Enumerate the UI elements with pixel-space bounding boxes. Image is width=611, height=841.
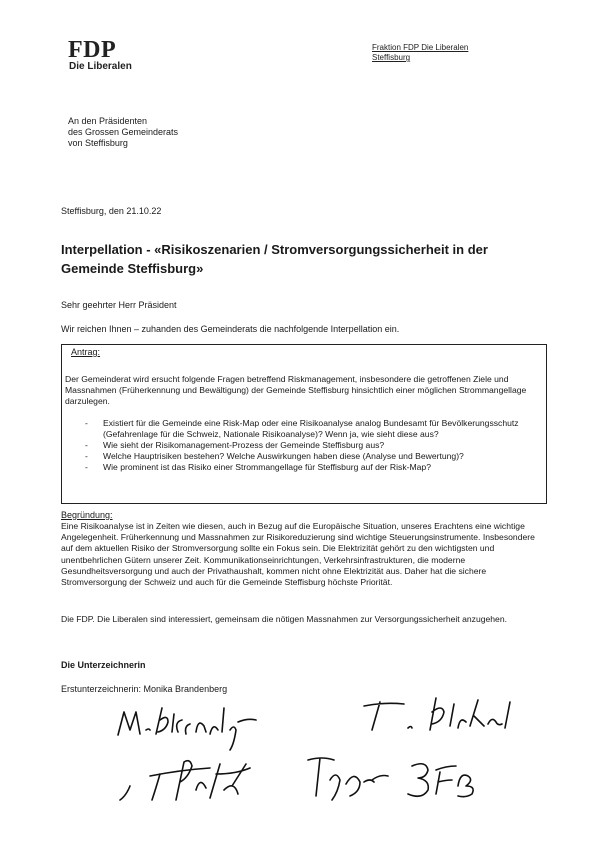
signature-3 [120, 761, 250, 800]
antrag-question-list [83, 418, 538, 473]
begruendung-text: Eine Risikoanalyse ist in Zeiten wie diesen, auch in Bezug auf die Europäische Situation, unseres Erachtens eine wichtige Angelegenheit. Früherkennung und Massnahmen zur Risikoreduzierung sind wichtige Steuerungsinstrumente. Insbesondere auf dem aktuellen Risiko der Stromversorgung sollte ein Fokus sein. Die Elektrizität gehört zu den wichtigsten und unentbehrlichen Gütern unserer Zeit. Kommunikationseinrichtungen, Verkehrsinfrastrukturen, die moderne Gesundheitsversorgung und auch der Privathaushalt, kommen nicht ohne Elektrizität aus. Daher hat die sichere Stromversorgung der Schweiz und auch für die Gemeinde Steffisburg höchste Priorität. [61, 521, 535, 588]
handwritten-signatures [0, 690, 611, 820]
closing-paragraph: Die FDP. Die Liberalen sind interessiert, gemeinsam die nötigen Massnahmen zur Versorgungssicherheit anzugehen. [61, 614, 508, 624]
fdp-logo: FDP [68, 37, 117, 63]
list-item: - Welche Hauptrisiken bestehen? Welche Auswirkungen haben diese (Analyse und Bewertung)? [83, 451, 538, 462]
antrag-text: Der Gemeinderat wird ersucht folgende Fragen betreffend Riskmanagement, insbesondere die getroffenen Ziele und Massnahmen (Früherkennung und Bewältigung) der Gemeinde Steffisburg hinsichtlich einer möglichen Strommangellage darzulegen. [65, 374, 527, 406]
signature-1 [118, 708, 256, 750]
list-item: - Existiert für die Gemeinde eine Risk-Map oder eine Risikoanalyse analog Bundesamt für Bevölkerungsschutz (Gefahrenlage für die Schweiz, Nationale Risikoanalyse)? Wenn ja, wie sieht diese aus? [83, 418, 538, 440]
antrag-label: Antrag: [71, 347, 101, 357]
recipient-address [68, 116, 178, 149]
date-line: Steffisburg, den 21.10.22 [61, 206, 162, 216]
document-title: Interpellation - «Risikoszenarien / Stromversorgungssicherheit in der Gemeinde Steffisburg» [61, 242, 488, 276]
sender-line: Fraktion FDP Die Liberalen [372, 43, 469, 52]
first-signatory: Erstunterzeichnerin: Monika Brandenberg [61, 684, 228, 694]
sender-line: Steffisburg [372, 53, 411, 62]
recipient-line: An den Präsidenten [68, 116, 148, 126]
list-item: - Wie sieht der Risikomanagement-Prozess der Gemeinde Steffisburg aus? [83, 440, 538, 451]
sender-address [372, 43, 468, 63]
begruendung-label: Begründung: [61, 510, 113, 520]
intro-paragraph: Wir reichen Ihnen – zuhanden des Gemeinderats die nachfolgende Interpellation ein. [61, 324, 400, 334]
recipient-line: des Grossen Gemeinderats [68, 127, 179, 137]
recipient-line: von Steffisburg [68, 138, 128, 148]
list-item: - Wie prominent ist das Risiko einer Strommangellage für Steffisburg auf der Risk-Map? [83, 462, 538, 473]
salutation: Sehr geehrter Herr Präsident [61, 300, 177, 310]
fdp-logo-subtitle: Die Liberalen [69, 61, 132, 72]
signatory-heading: Die Unterzeichnerin [61, 660, 146, 670]
signature-2 [364, 698, 510, 730]
signature-4 [308, 758, 473, 800]
